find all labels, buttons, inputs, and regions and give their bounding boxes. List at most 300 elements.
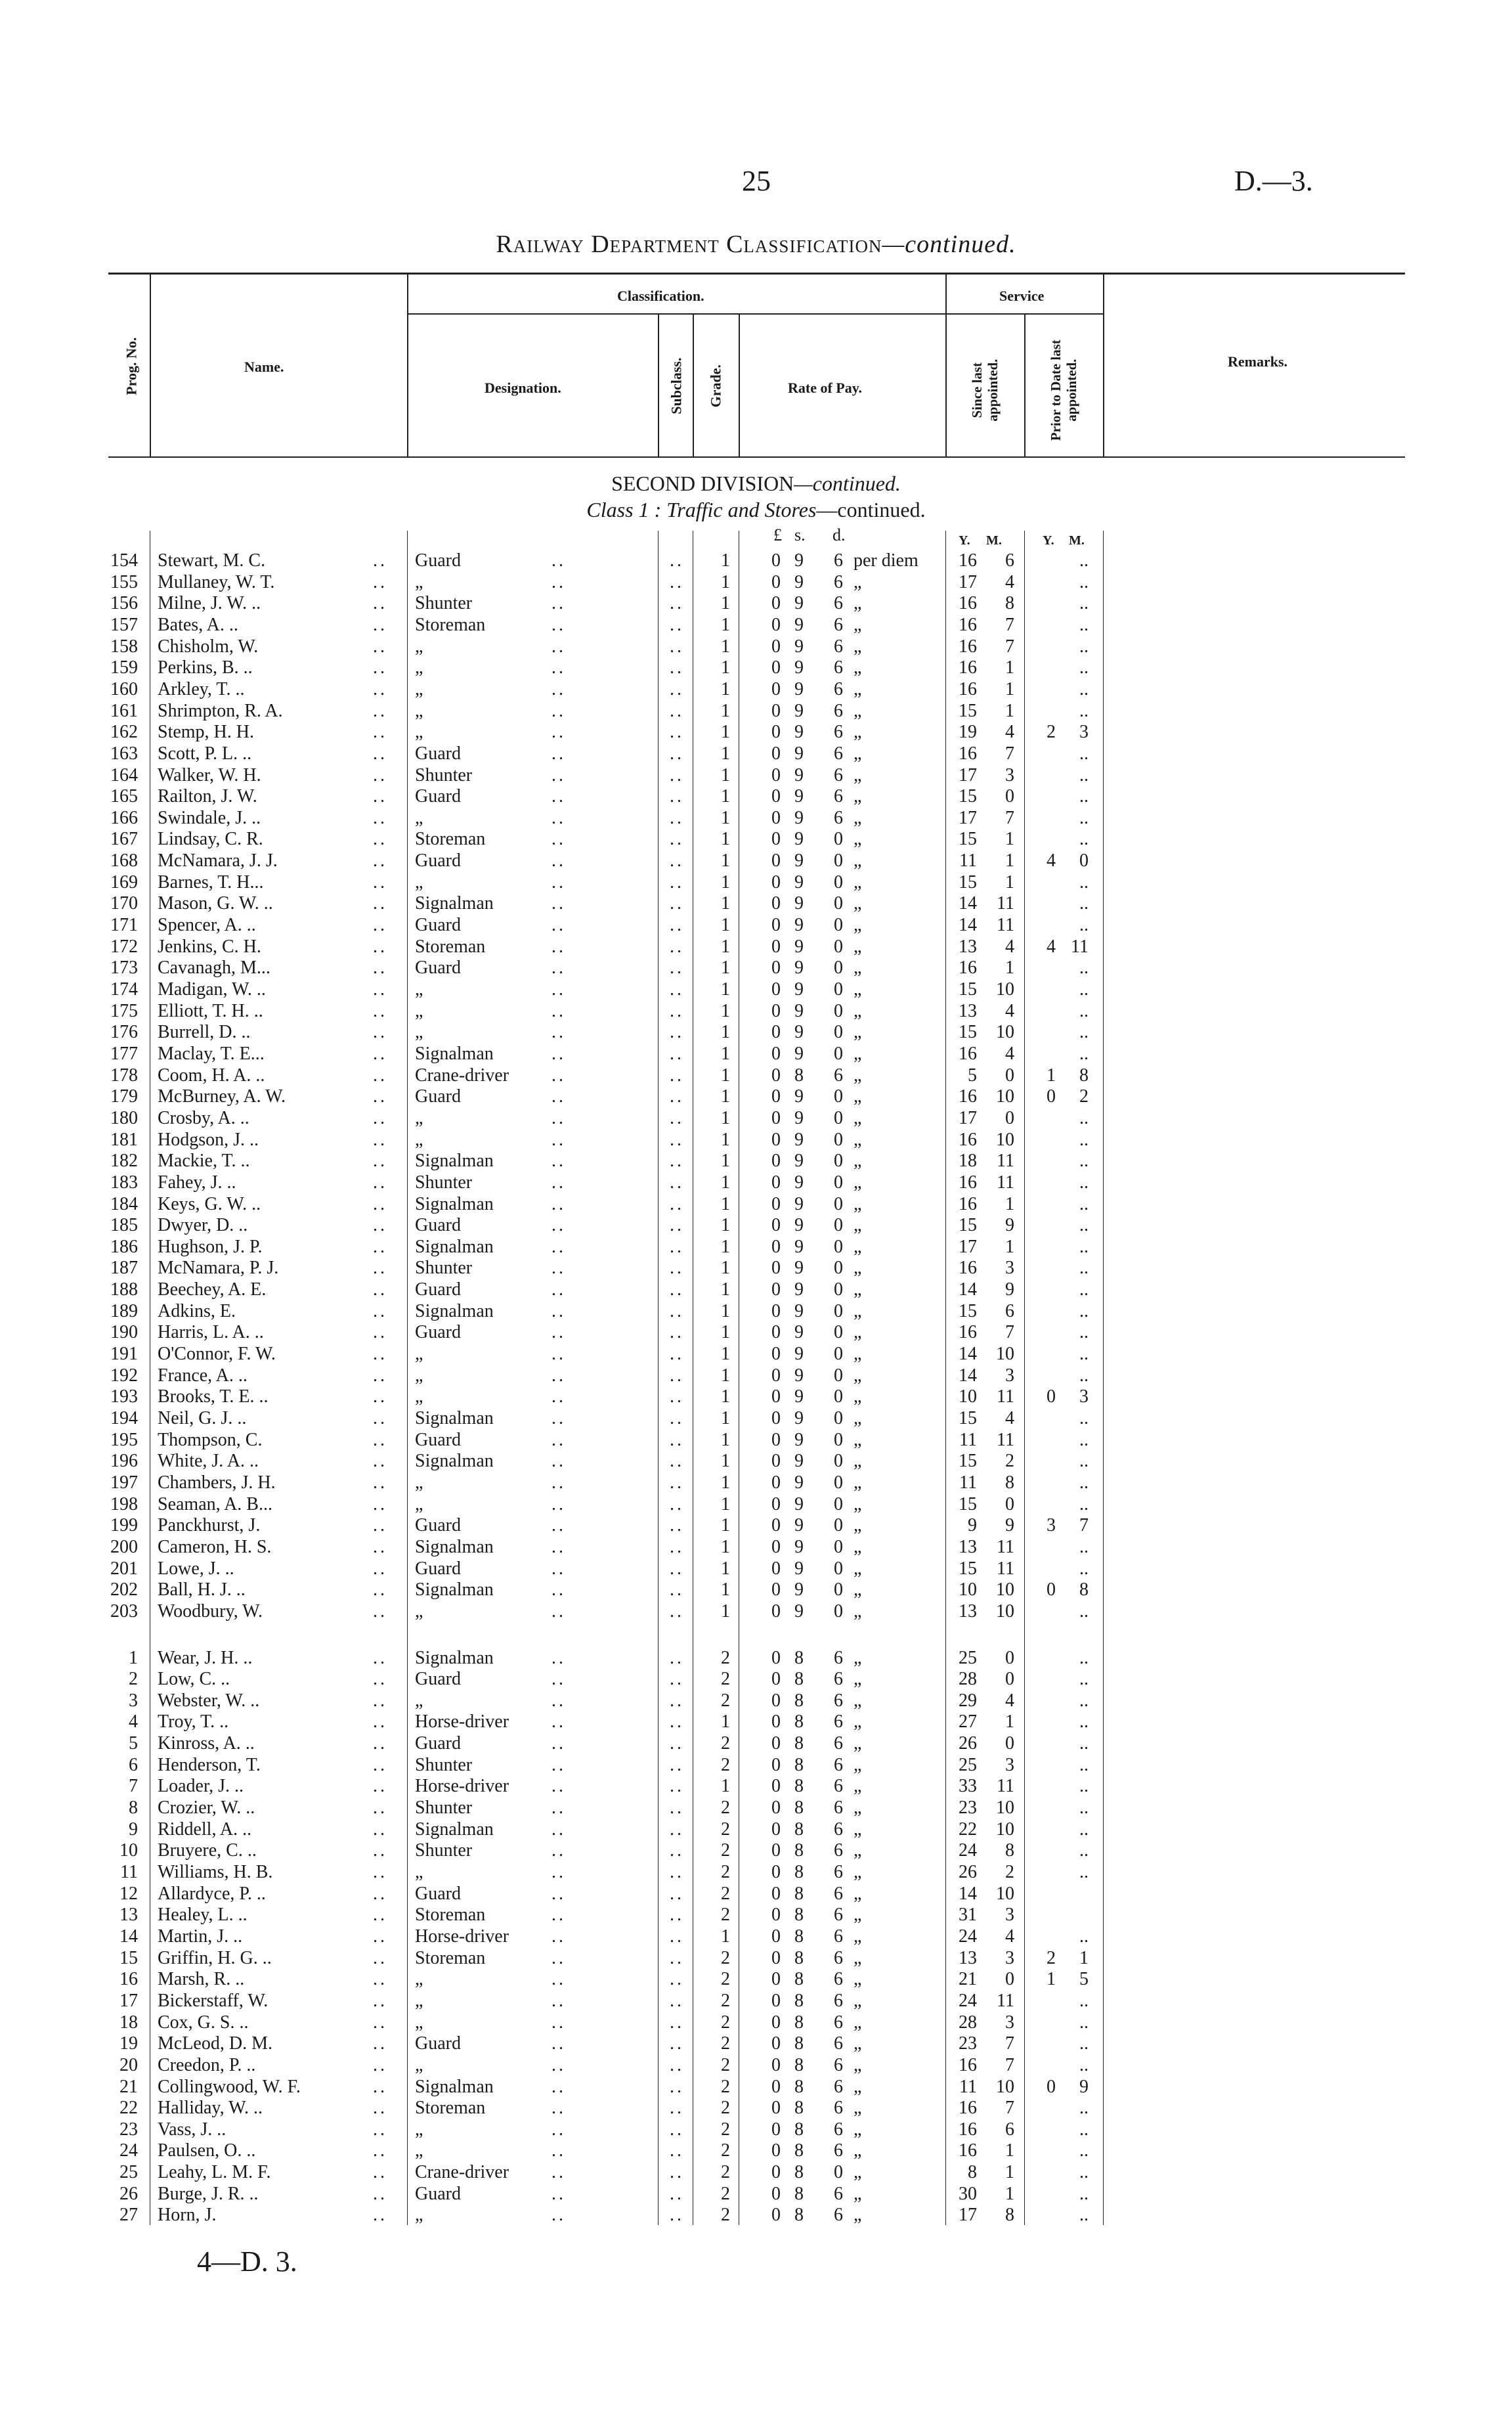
table-row (0, 2098, 1512, 2119)
service-months: 3 (1005, 1947, 1014, 1968)
prog-no: 189 (110, 1300, 138, 1321)
grade: 1 (721, 1086, 730, 1107)
service-years: 16 (959, 2098, 977, 2119)
table-row (0, 1884, 1512, 1905)
title-continued: —continued. (882, 231, 1016, 258)
pay-pence: 6 (834, 1862, 843, 1882)
grade: 1 (721, 550, 730, 571)
designation: „ (415, 1969, 423, 1990)
pay-pence: 0 (834, 850, 843, 872)
designation: Signalman (415, 1451, 494, 1472)
table-row (0, 636, 1512, 658)
designation: „ (415, 1990, 423, 2011)
service-months: 11 (997, 1776, 1014, 1797)
leader-dots: .. (670, 1990, 684, 2011)
leader-dots: .. (551, 614, 566, 635)
prior-months: .. (1079, 1840, 1089, 1861)
leader-dots: .. (670, 893, 684, 914)
leader-dots: .. (373, 1733, 387, 1754)
table-row (0, 1798, 1512, 1819)
service-months: 3 (1005, 1365, 1014, 1386)
leader-dots: .. (551, 1883, 566, 1904)
pay-pounds: 0 (771, 2183, 781, 2204)
leader-dots: .. (670, 614, 684, 635)
prior-months: .. (1079, 2098, 1089, 2119)
leader-dots: .. (670, 1600, 684, 1622)
grade: 2 (721, 1840, 730, 1861)
pay-pounds: 0 (771, 1000, 781, 1021)
leader-dots: .. (670, 1022, 684, 1043)
pay-pence: 0 (834, 979, 843, 1000)
table-row (0, 893, 1512, 915)
service-years: 16 (959, 614, 977, 635)
leader-dots: .. (551, 1647, 566, 1668)
table-row (0, 2205, 1512, 2226)
service-months: 8 (1005, 1840, 1014, 1861)
leader-dots: .. (670, 700, 684, 721)
designation: Signalman (415, 1536, 494, 1557)
leader-dots: .. (670, 936, 684, 957)
leader-dots: .. (373, 1990, 387, 2011)
pay-period: „ (853, 1647, 862, 1668)
designation: „ (415, 571, 423, 592)
prog-no: 190 (110, 1322, 138, 1343)
employee-name: Williams, H. B. (158, 1862, 273, 1882)
service-months: 4 (1005, 571, 1014, 592)
pay-shillings: 9 (794, 1000, 804, 1021)
pay-period: „ (853, 2162, 862, 2183)
designation: „ (415, 2140, 423, 2161)
designation: „ (415, 1107, 423, 1128)
table-row (0, 1711, 1512, 1733)
pay-period: „ (853, 1493, 862, 1514)
service-months: 1 (1005, 850, 1014, 872)
pay-period: „ (853, 2183, 862, 2204)
pay-shillings: 9 (794, 614, 804, 635)
grade: 1 (721, 1193, 730, 1214)
grade: 2 (721, 1862, 730, 1882)
pay-pounds: 0 (771, 657, 781, 678)
service-months: 7 (1005, 636, 1014, 657)
designation: Storeman (415, 2098, 486, 2119)
service-months: 8 (1005, 593, 1014, 614)
prior-months: .. (1079, 743, 1089, 764)
designation: Horse-driver (415, 1776, 509, 1797)
prior-months: .. (1079, 1819, 1089, 1840)
designation: Signalman (415, 2076, 494, 2097)
table-row (0, 2055, 1512, 2077)
service-months: 10 (996, 1579, 1014, 1600)
service-months: 4 (1005, 1408, 1014, 1428)
prog-no: 164 (110, 764, 138, 785)
prior-months: 3 (1079, 722, 1089, 743)
designation: Guard (415, 1215, 461, 1236)
employee-name: Ball, H. J. .. (158, 1579, 246, 1600)
leader-dots: .. (551, 1840, 566, 1861)
employee-name: Jenkins, C. H. (158, 936, 261, 957)
service-years: 16 (959, 550, 977, 571)
pay-pence: 0 (834, 1515, 843, 1536)
leader-dots: .. (670, 1086, 684, 1107)
service-years: 11 (959, 850, 977, 872)
designation: Guard (415, 850, 461, 872)
pay-shillings: 9 (794, 1386, 804, 1407)
pay-pence: 6 (834, 636, 843, 657)
designation: „ (415, 1022, 423, 1043)
pay-shillings: 9 (794, 636, 804, 657)
grade: 2 (721, 1883, 730, 1904)
grade: 2 (721, 2076, 730, 2097)
designation: Guard (415, 550, 461, 571)
service-years: 15 (959, 786, 977, 807)
leader-dots: .. (551, 979, 566, 1000)
service-months: 7 (1005, 614, 1014, 635)
pay-shillings: 8 (794, 2033, 804, 2054)
leader-dots: .. (551, 1536, 566, 1557)
service-months: 1 (1005, 1711, 1014, 1733)
pay-pence: 0 (834, 1322, 843, 1343)
prior-years: 4 (1047, 936, 1056, 957)
pay-pence: 0 (834, 1408, 843, 1428)
prog-no: 167 (110, 829, 138, 850)
table-row (0, 1001, 1512, 1023)
prog-no: 203 (110, 1600, 138, 1622)
prior-months: .. (1079, 1669, 1089, 1690)
service-months: 9 (1005, 1279, 1014, 1300)
grade: 1 (721, 1451, 730, 1472)
pay-pence: 6 (834, 550, 843, 571)
leader-dots: .. (373, 1043, 387, 1064)
prior-months: .. (1079, 571, 1089, 592)
leader-dots: .. (373, 2162, 387, 2183)
prior-months: .. (1079, 915, 1089, 936)
pay-pounds: 0 (771, 786, 781, 807)
pay-pence: 0 (834, 1386, 843, 1407)
prog-no: 161 (110, 700, 138, 721)
prog-no: 26 (119, 2183, 138, 2204)
table-row (0, 937, 1512, 958)
pay-pence: 6 (834, 1990, 843, 2011)
table-row (0, 1669, 1512, 1690)
prior-months: .. (1079, 1022, 1089, 1043)
pay-period: „ (853, 657, 862, 678)
pay-period: „ (853, 1451, 862, 1472)
designation: „ (415, 2205, 423, 2226)
prior-months: 5 (1079, 1969, 1089, 1990)
pay-pence: 6 (834, 614, 843, 635)
prog-no: 201 (110, 1558, 138, 1579)
service-months: 0 (1005, 1669, 1014, 1690)
shillings-unit: s. (794, 525, 806, 544)
service-months: 8 (1005, 1472, 1014, 1493)
grade: 2 (721, 1669, 730, 1690)
pay-shillings: 8 (794, 1969, 804, 1990)
class-name: Traffic and Stores (666, 498, 817, 521)
pay-pence: 0 (834, 1279, 843, 1300)
prior-months: 8 (1079, 1065, 1089, 1086)
pay-pounds: 0 (771, 1669, 781, 1690)
prog-no: 182 (110, 1151, 138, 1172)
leader-dots: .. (373, 1344, 387, 1365)
pay-pounds: 0 (771, 893, 781, 914)
grade: 1 (721, 1579, 730, 1600)
service-years: 17 (959, 807, 977, 828)
leader-dots: .. (551, 872, 566, 893)
leader-dots: .. (373, 1000, 387, 1021)
pay-period: „ (853, 1300, 862, 1321)
pay-shillings: 8 (794, 2012, 804, 2033)
designation: Guard (415, 2033, 461, 2054)
prog-no: 162 (110, 722, 138, 743)
leader-dots: .. (551, 1258, 566, 1279)
leader-dots: .. (373, 1300, 387, 1321)
pay-shillings: 8 (794, 1883, 804, 1904)
employee-name: Seaman, A. B... (158, 1493, 272, 1514)
table-row (0, 1386, 1512, 1408)
col-divider (658, 315, 659, 456)
pay-pence: 6 (834, 764, 843, 785)
table-row (0, 572, 1512, 594)
employee-name: Cameron, H. S. (158, 1536, 272, 1557)
grade: 1 (721, 1322, 730, 1343)
service-years: 15 (959, 700, 977, 721)
designation: „ (415, 2119, 423, 2140)
employee-name: Henderson, T. (158, 1754, 261, 1775)
leader-dots: .. (670, 1579, 684, 1600)
prog-no: 196 (110, 1451, 138, 1472)
grade: 1 (721, 1215, 730, 1236)
grade: 1 (721, 764, 730, 785)
pay-shillings: 8 (794, 1733, 804, 1754)
table-row (0, 1840, 1512, 1862)
service-years: 15 (959, 1558, 977, 1579)
pay-pounds: 0 (771, 1279, 781, 1300)
grade: 1 (721, 1065, 730, 1086)
pay-period: „ (853, 2098, 862, 2119)
prog-no: 27 (119, 2205, 138, 2226)
prior-years: 1 (1047, 1969, 1056, 1990)
pay-pence: 6 (834, 1969, 843, 1990)
col-divider (1103, 275, 1104, 456)
pay-pounds: 0 (771, 1798, 781, 1819)
prior-years: 1 (1047, 1065, 1056, 1086)
leader-dots: .. (670, 1000, 684, 1021)
service-years: 28 (959, 1669, 977, 1690)
pay-pence: 0 (834, 1129, 843, 1150)
designation: Horse-driver (415, 1926, 509, 1947)
employee-name: Spencer, A. .. (158, 915, 256, 936)
designation: „ (415, 678, 423, 699)
leader-dots: .. (373, 1151, 387, 1172)
service-years: 21 (959, 1969, 977, 1990)
table-row (0, 550, 1512, 572)
table-row (0, 1279, 1512, 1301)
service-months: 10 (996, 1819, 1014, 1840)
pay-shillings: 9 (794, 1151, 804, 1172)
prior-months: .. (1079, 1215, 1089, 1236)
leader-dots: .. (670, 1883, 684, 1904)
pay-period: „ (853, 1086, 862, 1107)
pay-pence: 0 (834, 1451, 843, 1472)
prior-months: .. (1079, 786, 1089, 807)
pay-period: „ (853, 1905, 862, 1926)
pay-pence: 6 (834, 1840, 843, 1861)
prior-months: .. (1079, 1754, 1089, 1775)
division-heading (0, 472, 1512, 496)
prior-years: 0 (1047, 2076, 1056, 2097)
pay-pounds: 0 (771, 678, 781, 699)
grade: 1 (721, 1043, 730, 1064)
pay-pounds: 0 (771, 571, 781, 592)
leader-dots: .. (551, 1493, 566, 1514)
service-years: 16 (959, 636, 977, 657)
service-years: 15 (959, 979, 977, 1000)
prog-no: 188 (110, 1279, 138, 1300)
pay-shillings: 9 (794, 958, 804, 979)
pay-shillings: 9 (794, 593, 804, 614)
grade: 1 (721, 1172, 730, 1193)
employee-name: Cox, G. S. .. (158, 2012, 249, 2033)
employee-name: Bruyere, C. .. (158, 1840, 257, 1861)
prog-no: 159 (110, 657, 138, 678)
table-row (0, 1430, 1512, 1451)
pay-pence: 6 (834, 1065, 843, 1086)
leader-dots: .. (373, 1515, 387, 1536)
document-reference: D.—3. (1234, 165, 1313, 197)
pay-pence: 0 (834, 1536, 843, 1557)
table-row (0, 1969, 1512, 1991)
leader-dots: .. (551, 1969, 566, 1990)
pay-pounds: 0 (771, 2033, 781, 2054)
employee-name: McNamara, J. J. (158, 850, 278, 872)
pay-pounds: 0 (771, 915, 781, 936)
leader-dots: .. (670, 1386, 684, 1407)
service-months: 7 (1005, 807, 1014, 828)
leader-dots: .. (551, 1365, 566, 1386)
leader-dots: .. (551, 2033, 566, 2054)
leader-dots: .. (551, 1386, 566, 1407)
pay-shillings: 9 (794, 807, 804, 828)
pay-pence: 6 (834, 1798, 843, 1819)
prior-months: .. (1079, 1798, 1089, 1819)
leader-dots: .. (551, 1905, 566, 1926)
pay-pounds: 0 (771, 1043, 781, 1064)
leader-dots: .. (551, 1344, 566, 1365)
leader-dots: .. (670, 2098, 684, 2119)
pay-pounds: 0 (771, 1215, 781, 1236)
service-months: 8 (1005, 2205, 1014, 2226)
leader-dots: .. (373, 593, 387, 614)
prog-no: 160 (110, 678, 138, 699)
service-months: 11 (997, 1536, 1014, 1557)
service-months: 10 (996, 2076, 1014, 2097)
prior-months: .. (1079, 1536, 1089, 1557)
service-months: 1 (1005, 2140, 1014, 2161)
prog-no: 19 (119, 2033, 138, 2054)
service-years: 24 (959, 1926, 977, 1947)
pay-pounds: 0 (771, 1733, 781, 1754)
service-years: 16 (959, 1086, 977, 1107)
service-months: 0 (1005, 1065, 1014, 1086)
table-row (0, 1044, 1512, 1065)
grade: 2 (721, 1754, 730, 1775)
service-years: 16 (959, 2119, 977, 2140)
service-years: 14 (959, 893, 977, 914)
leader-dots: .. (373, 1776, 387, 1797)
prior-months: .. (1079, 1365, 1089, 1386)
pay-pounds: 0 (771, 1493, 781, 1514)
leader-dots: .. (551, 1515, 566, 1536)
grade: 1 (721, 1151, 730, 1172)
pay-pence: 0 (834, 872, 843, 893)
pay-period: „ (853, 1322, 862, 1343)
prog-no: 11 (120, 1862, 138, 1882)
leader-dots: .. (373, 1472, 387, 1493)
pay-pence: 0 (834, 893, 843, 914)
service-years: 15 (959, 1300, 977, 1321)
service-months: 11 (997, 893, 1014, 914)
designation: „ (415, 979, 423, 1000)
pay-pounds: 0 (771, 1408, 781, 1428)
leader-dots: .. (373, 657, 387, 678)
service-years: 16 (959, 1043, 977, 1064)
pay-period: „ (853, 2140, 862, 2161)
pay-period: „ (853, 1193, 862, 1214)
service-months: 2 (1005, 1862, 1014, 1882)
employee-name: Dwyer, D. .. (158, 1215, 248, 1236)
prior-months: .. (1079, 1344, 1089, 1365)
pay-shillings: 8 (794, 1798, 804, 1819)
pay-shillings: 8 (794, 1905, 804, 1926)
designation: Crane-driver (415, 1065, 509, 1086)
service-months: 1 (1005, 872, 1014, 893)
service-years: 15 (959, 1022, 977, 1043)
grade: 1 (721, 1515, 730, 1536)
prior-months: .. (1079, 1776, 1089, 1797)
leader-dots: .. (373, 1600, 387, 1622)
pay-pounds: 0 (771, 850, 781, 872)
employee-name: Mullaney, W. T. (158, 571, 275, 592)
service-months: 4 (1005, 722, 1014, 743)
leader-dots: .. (373, 722, 387, 743)
employee-name: Burge, J. R. .. (158, 2183, 259, 2204)
service-years: 24 (959, 1840, 977, 1861)
table-row (0, 1862, 1512, 1884)
leader-dots: .. (373, 1926, 387, 1947)
prior-months: .. (1079, 2205, 1089, 2226)
prior-years: 2 (1047, 722, 1056, 743)
pay-period: „ (853, 829, 862, 850)
leader-dots: .. (373, 1862, 387, 1882)
leader-dots: .. (373, 1408, 387, 1428)
leader-dots: .. (373, 1647, 387, 1668)
leader-dots: .. (670, 1408, 684, 1428)
employee-name: Vass, J. .. (158, 2119, 227, 2140)
leader-dots: .. (670, 1107, 684, 1128)
service-years: 8 (968, 2162, 977, 2183)
pay-shillings: 9 (794, 1344, 804, 1365)
table-row (0, 722, 1512, 743)
service-years: 15 (959, 872, 977, 893)
employee-name: Burrell, D. .. (158, 1022, 251, 1043)
designation: „ (415, 1600, 423, 1622)
pay-pence: 6 (834, 807, 843, 828)
leader-dots: .. (551, 2140, 566, 2161)
pay-pence: 6 (834, 1926, 843, 1947)
prog-no: 199 (110, 1515, 138, 1536)
grade: 1 (721, 1129, 730, 1150)
prog-no: 175 (110, 1000, 138, 1021)
